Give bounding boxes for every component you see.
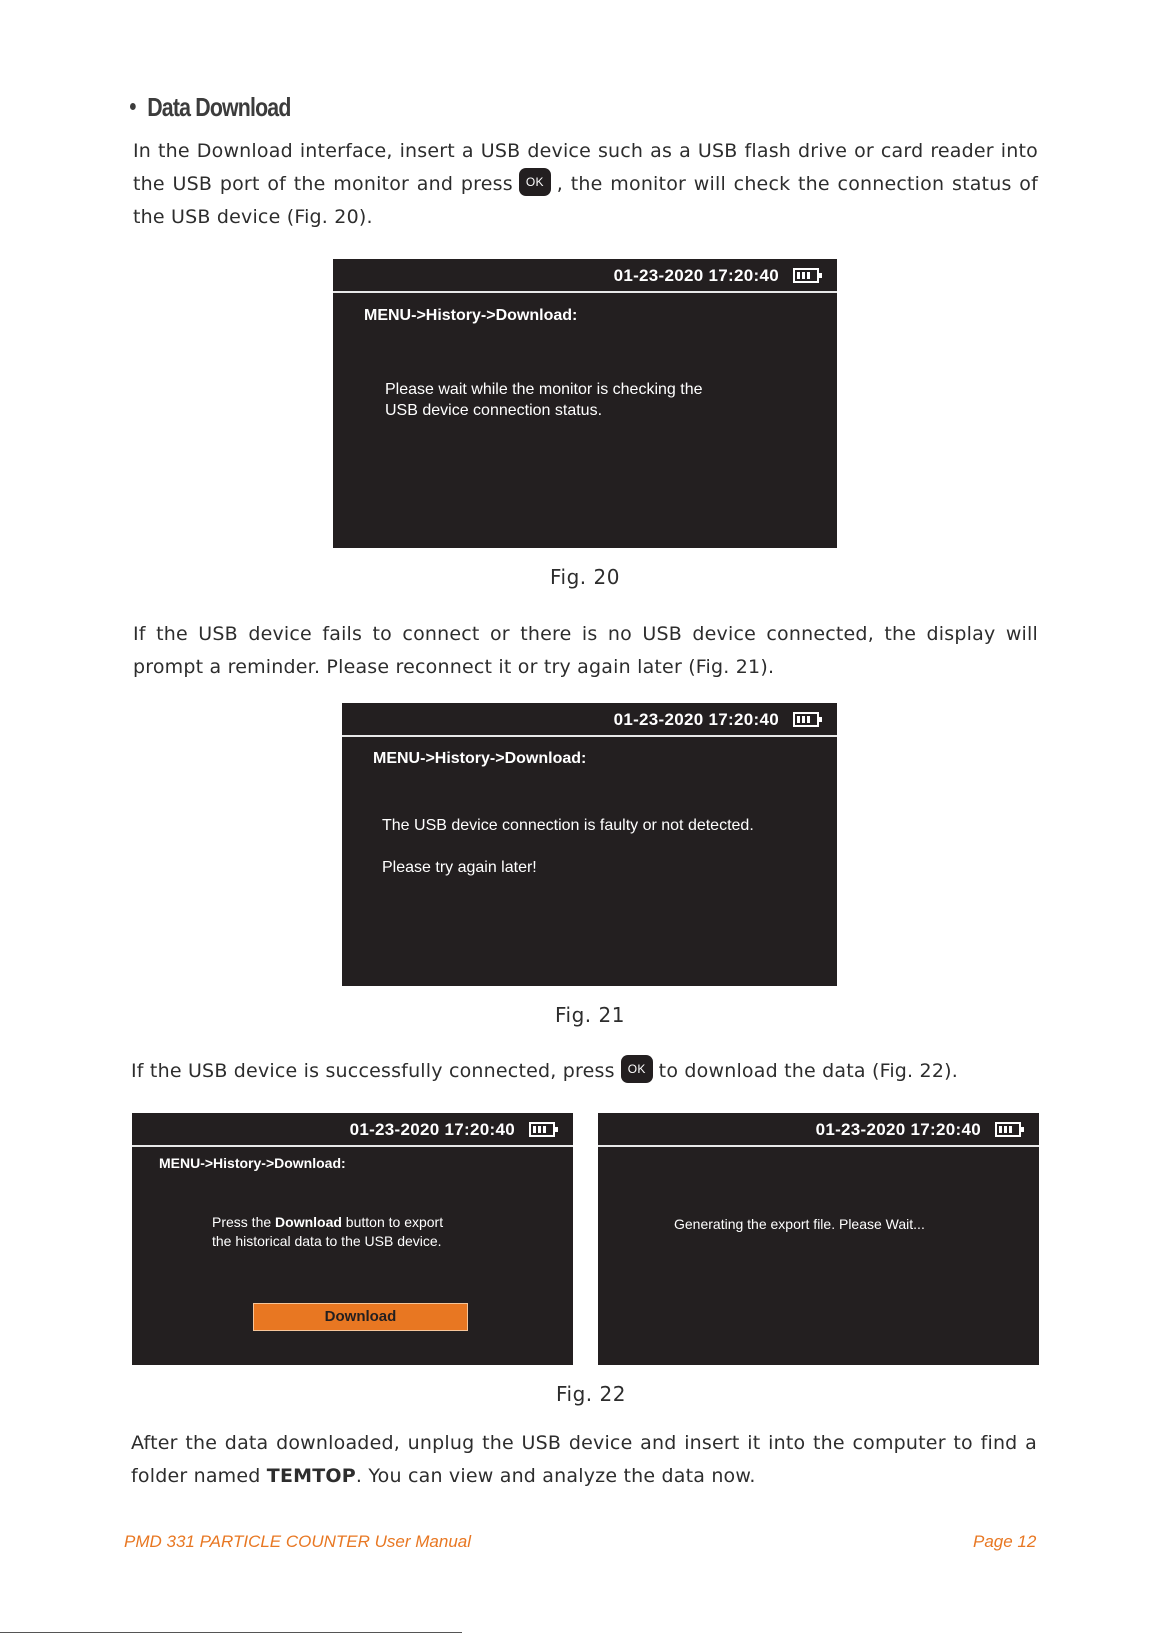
message-line: Please wait while the monitor is checking the (385, 381, 703, 398)
message-line: Please try again later! (382, 859, 537, 876)
bottom-divider (0, 1632, 462, 1633)
figure-caption: Fig. 20 (550, 565, 620, 589)
menu-path: MENU->History->Download: (159, 1155, 346, 1171)
bullet-icon (130, 103, 136, 110)
battery-icon (793, 268, 819, 283)
menu-path: MENU->History->Download: (373, 750, 587, 767)
ok-key-icon: OK (621, 1055, 653, 1083)
paragraph-text: If the USB device is successfully connected, press (131, 1060, 615, 1082)
message-line: the historical data to the USB device. (212, 1233, 442, 1249)
ok-key-icon: OK (519, 168, 551, 196)
datetime-display: 01-23-2020 17:20:40 (613, 266, 779, 285)
paragraph-text: , the monitor will check the connection status of the USB device (Fig. 20). (133, 173, 1038, 228)
screen-message (212, 1213, 443, 1251)
battery-icon (995, 1122, 1021, 1137)
status-bar (342, 703, 837, 737)
device-screen-fig22-generating (598, 1113, 1039, 1365)
download-button[interactable]: Download (253, 1303, 468, 1331)
status-bar (598, 1113, 1039, 1147)
screen-message: Generating the export file. Please Wait... (674, 1216, 925, 1232)
paragraph-text: In the Download interface, insert a USB device such as a USB flash drive or card reader into the USB port of the monitor and press (133, 140, 1038, 195)
menu-path: MENU->History->Download: (364, 307, 578, 324)
message-line: USB device connection status. (385, 402, 603, 419)
datetime-display: 01-23-2020 17:20:40 (815, 1120, 981, 1139)
message-text: Press the (212, 1214, 276, 1230)
paragraph-failure: If the USB device fails to connect or there is no USB device connected, the display will prompt a reminder. Please reconnect it or try again later (Fig. 21). (133, 623, 1038, 678)
status-bar (333, 259, 837, 293)
folder-name: TEMTOP (266, 1465, 356, 1487)
screen-message (385, 379, 703, 421)
section-heading (130, 92, 291, 123)
screen-message (382, 815, 754, 878)
status-bar (132, 1113, 573, 1147)
device-screen-fig20 (333, 259, 837, 548)
paragraph-text: to download the data (Fig. 22). (658, 1060, 958, 1082)
device-screen-fig21 (342, 703, 837, 986)
message-bold: Download (275, 1214, 342, 1230)
figure-caption: Fig. 21 (555, 1003, 625, 1027)
footer-title: PMD 331 PARTICLE COUNTER User Manual (124, 1532, 472, 1551)
message-text: button to export (341, 1214, 444, 1230)
battery-icon (529, 1122, 555, 1137)
figure-caption: Fig. 22 (556, 1382, 626, 1406)
paragraph-intro (133, 135, 1038, 234)
section-title: Data Download (147, 92, 291, 122)
paragraph-after-download (131, 1427, 1037, 1493)
device-screen-fig22-download (132, 1113, 573, 1365)
message-line: The USB device connection is faulty or not detected. (382, 817, 754, 834)
footer-page-number: Page 12 (973, 1532, 1037, 1551)
datetime-display: 01-23-2020 17:20:40 (349, 1120, 515, 1139)
paragraph-success (131, 1055, 1051, 1088)
message-line (212, 1213, 443, 1232)
paragraph-text: . You can view and analyze the data now. (355, 1465, 756, 1487)
paragraph-text: After the data downloaded, unplug the USB device and insert it into the computer to find a folder named (131, 1432, 1037, 1487)
battery-icon (793, 712, 819, 727)
datetime-display: 01-23-2020 17:20:40 (613, 710, 779, 729)
